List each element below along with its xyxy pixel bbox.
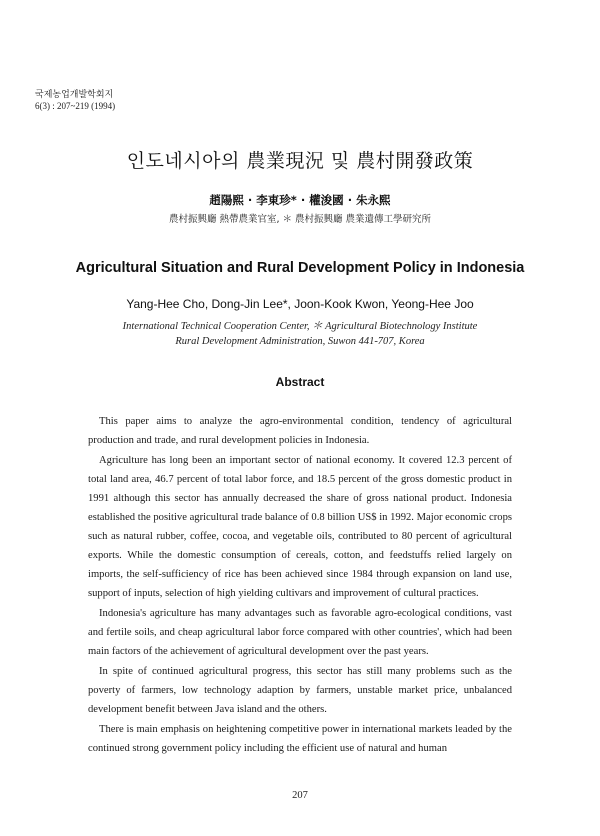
english-affiliation-line1: International Technical Cooperation Center, ＊ Agricultural Biotechnology Institute bbox=[122, 321, 478, 332]
korean-title: 인도네시아의 農業現況 및 農村開發政策 bbox=[126, 150, 474, 172]
abstract-paragraph: In spite of continued agricultural progress, this sector has still many problems such as the poverty of farmers, low technology adaption by farmers, unstable market price, unbalanced development benefit between Java island and the others. bbox=[88, 666, 512, 715]
korean-authors: 趙陽熙 · 李東珍* · 權浚國 · 朱永熙 bbox=[209, 193, 391, 207]
abstract-paragraph: This paper aims to analyze the agro-environmental condition, tendency of agricultural production and trade, and rural development policies in Indonesia. bbox=[88, 416, 512, 446]
abstract-heading: Abstract bbox=[275, 375, 325, 389]
page-number: 207 bbox=[292, 790, 308, 801]
abstract-paragraph: Indonesia's agriculture has many advantages such as favorable agro-ecological conditions, vast and fertile soils, and cheap agricultural labor force compared with other countries', which had been main factors of the achievement of agricultural development over the past years. bbox=[88, 608, 512, 657]
journal-volume-pages: 6(3) : 207~219 (1994) bbox=[35, 101, 116, 111]
journal-info bbox=[35, 88, 115, 112]
korean-affiliation: 農村振興廳 熱帶農業官室, ＊ 農村振興廳 農業遺傳工學研究所 bbox=[168, 214, 432, 225]
abstract-paragraph: Agriculture has long been an important sector of national economy. It covered 12.3 percent of total land area, 46.7 percent of total labor force, and 18.5 percent of the gross domestic product in 1991 although this sector has annually decreased the share of gross national product. Indonesia established the positive agricultural trade balance of 0.8 billion US$ in 1992. Major economic crops such as natural rubber, coffee, cocoa, and vegetable oils, contributed to 80 percent of agricultural exports. While the domestic consumption of cereals, cotton, and feedstuffs relied largely on imports, the self-sufficiency of rice has been achieved since 1984 through expansion on land use, support of inputs, selection of high yielding cultivars and improvement of cultural practices. bbox=[88, 455, 512, 599]
abstract-body bbox=[88, 412, 512, 759]
journal-name: 국제농업개발학회지 bbox=[35, 89, 114, 99]
abstract-paragraph: There is main emphasis on heightening competitive power in international markets leaded by the continued strong government policy including the efficient use of natural and human bbox=[88, 724, 512, 754]
english-authors: Yang-Hee Cho, Dong-Jin Lee*, Joon-Kook Kwon, Yeong-Hee Joo bbox=[126, 297, 474, 311]
english-affiliation-line2: Rural Development Administration, Suwon 441-707, Korea bbox=[175, 336, 425, 347]
english-title: Agricultural Situation and Rural Development Policy in Indonesia bbox=[75, 260, 525, 276]
